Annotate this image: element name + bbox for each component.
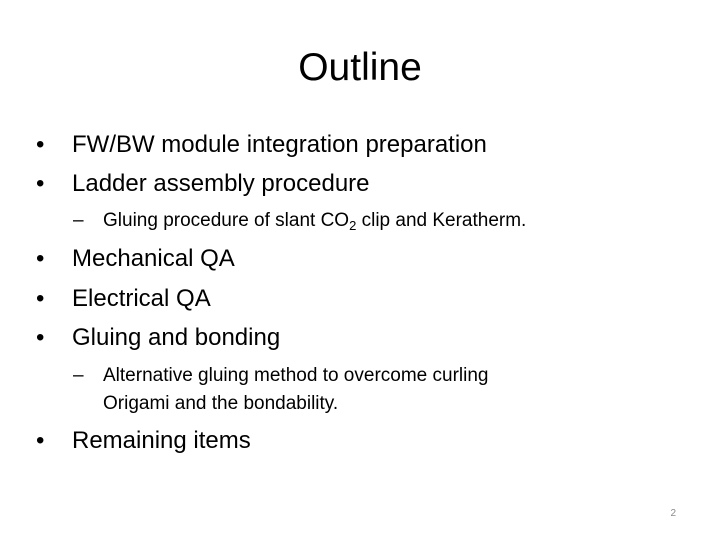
bullet-icon: • (36, 324, 45, 351)
bullet-icon: • (36, 170, 45, 197)
bullet-text: FW/BW module integration preparation (72, 131, 487, 158)
sub-bullet-text-line2: Origami and the bondability. (103, 393, 339, 414)
dash-icon: – (73, 365, 84, 386)
page-number: 2 (670, 508, 676, 519)
bullet-icon: • (36, 131, 45, 158)
text-after: clip and Keratherm. (356, 210, 527, 231)
text-before: Gluing procedure of slant CO (103, 210, 350, 231)
bullet-icon: • (36, 245, 45, 272)
bullet-text: Ladder assembly procedure (72, 170, 370, 197)
dash-icon: – (73, 210, 84, 231)
subscript: 2 (349, 218, 357, 233)
bullet-text: Remaining items (72, 427, 251, 454)
bullet-text: Mechanical QA (72, 245, 235, 272)
sub-bullet-text-line1: Alternative gluing method to overcome curling (103, 365, 489, 386)
bullet-icon: • (36, 285, 45, 312)
bullet-icon: • (36, 427, 45, 454)
bullet-text: Electrical QA (72, 285, 211, 312)
sub-bullet-text (103, 209, 526, 233)
slide-title: Outline (298, 46, 422, 89)
bullet-text: Gluing and bonding (72, 324, 281, 351)
